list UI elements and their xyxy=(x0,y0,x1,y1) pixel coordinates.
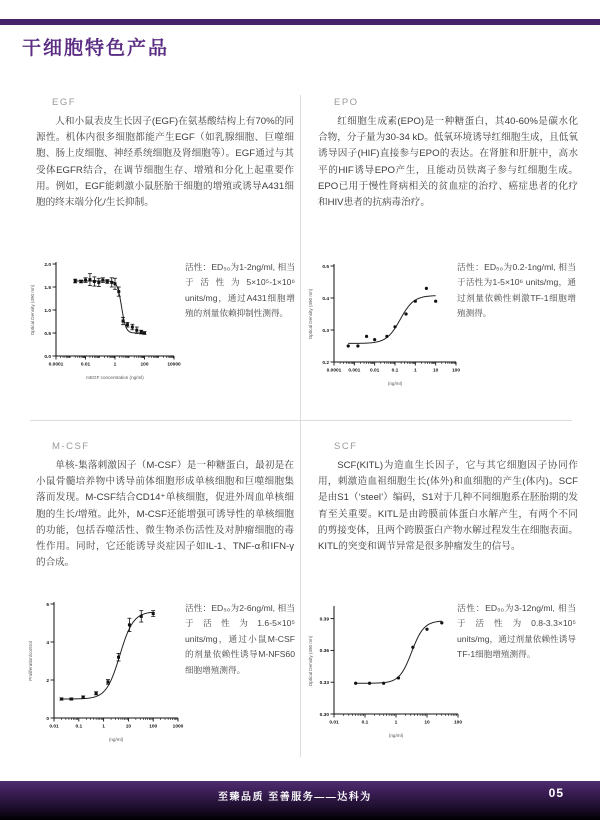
svg-text:0.3: 0.3 xyxy=(322,328,329,334)
svg-text:0.2: 0.2 xyxy=(322,360,329,366)
svg-text:1: 1 xyxy=(413,368,417,374)
top-rule xyxy=(0,19,600,25)
chart-mcsf-dose-response xyxy=(26,596,190,744)
section-body-mcsf: 单核-集落刺激因子（M-CSF）是一种糖蛋白，最初是在小鼠骨髓培养物中诱导前体细胞形成单核细胞和巨噬细胞集落而发现。M-CSF结合CD14⁺单核细胞，促进外周血单核细胞的生长/增殖。此外，M-CSF还能增强可诱导性的单核细胞的功能，包括吞噬活性、微生物杀伤活性及对肿瘤细胞的毒性作用。同时，它还能诱导炎症因子如IL-1、TNF-α和IFN-γ的合成。 xyxy=(36,460,294,569)
svg-text:Optical Density (490 nm): Optical Density (490 nm) xyxy=(30,284,35,336)
column-divider xyxy=(300,95,301,757)
svg-text:0.01: 0.01 xyxy=(80,362,91,368)
svg-text:2: 2 xyxy=(46,678,49,684)
svg-text:1.5: 1.5 xyxy=(44,285,51,291)
svg-text:0.5: 0.5 xyxy=(322,264,329,270)
section-body-egf: 人和小鼠表皮生长因子(EGF)在氨基酸结构上有70%的同源性。机体内很多细胞都能产生EGF（如乳腺细胞、巨噬细胞、肠上皮细胞、神经系统细胞及肾细胞等）。EGF通过与其受体EGFR结合，在调节细胞生存、增殖和分化上起重要作用。例如，EGF能刺激小鼠胚胎干细胞的增殖或诱导A431细胞的终末端分化/生长抑制。 xyxy=(36,116,294,209)
svg-text:Optical Density (490 nm): Optical Density (490 nm) xyxy=(308,635,313,687)
svg-text:(ng/ml): (ng/ml) xyxy=(387,381,403,386)
svg-text:0.1: 0.1 xyxy=(75,724,83,730)
footer-bar xyxy=(0,781,600,820)
svg-text:0.1: 0.1 xyxy=(391,368,399,374)
section-scf xyxy=(318,441,578,555)
activity-note-mcsf: 活性：ED₅₀为2-6ng/ml, 相当于活性为1.6-5×10⁵ units/mg，通过小鼠M-CSF的剂量依赖性诱导M-NFS60细胞增殖测得。 xyxy=(185,602,295,675)
section-heading-scf: SCF xyxy=(334,441,358,452)
svg-text:100: 100 xyxy=(140,362,149,368)
svg-text:10: 10 xyxy=(432,368,439,374)
svg-text:100: 100 xyxy=(451,368,461,374)
activity-note-epo: 活性：ED₅₀为0.2-1ng/ml, 相当于活性为1-5×10⁶ units/mg，通过剂量依赖性刺激TF-1细胞增殖测得。 xyxy=(457,261,576,319)
svg-text:mEGF concentration (ng/ml): mEGF concentration (ng/ml) xyxy=(86,375,144,380)
svg-text:1: 1 xyxy=(394,720,398,726)
svg-text:0.01: 0.01 xyxy=(369,368,380,374)
svg-text:1000: 1000 xyxy=(172,724,184,730)
footer-slogan: 至臻品质 至善服务——达科为 xyxy=(218,792,372,803)
section-egf xyxy=(36,97,294,211)
row-divider xyxy=(30,420,572,421)
svg-text:1: 1 xyxy=(102,724,105,730)
svg-text:0.01: 0.01 xyxy=(49,724,59,730)
svg-text:0.0001: 0.0001 xyxy=(326,368,342,374)
chart-scf-dose-response xyxy=(306,600,470,740)
section-body-scf: SCF(KITL)为造血生长因子，它与其它细胞因子协同作用，刺激造血祖细胞生长(体外)和血细胞的产生(体内)。SCF是由S1（‘steel’）编码，S1对于几种不同细胞系在胚胎期的发育至关重要。KITL是由跨膜前体蛋白水解产生，有两个不同的剪接变体，且两个跨膜蛋白产物水解过程发生在细胞表面。KITL的突变和调节异常是很多肿瘤发生的信号。 xyxy=(318,460,578,553)
section-mcsf xyxy=(36,441,294,571)
section-heading-mcsf: M-CSF xyxy=(52,441,90,452)
svg-text:0.01: 0.01 xyxy=(329,720,339,726)
svg-text:100: 100 xyxy=(453,720,463,726)
svg-text:4: 4 xyxy=(46,640,49,646)
svg-text:0.36: 0.36 xyxy=(319,649,329,655)
svg-text:0.5: 0.5 xyxy=(44,331,51,337)
svg-text:1: 1 xyxy=(113,362,117,368)
chart-epo-dose-response xyxy=(306,258,468,388)
svg-text:0: 0 xyxy=(46,716,49,722)
svg-text:0.001: 0.001 xyxy=(348,368,361,374)
svg-text:0.1: 0.1 xyxy=(361,720,369,726)
svg-text:Optical Density (490 nm): Optical Density (490 nm) xyxy=(308,288,313,340)
activity-note-scf: 活性：ED₅₀为3-12ng/ml, 相当于活性为0.8-3.3×10⁵ units/mg，通过剂量依赖性诱导TF-1细胞增殖测得。 xyxy=(457,602,576,660)
svg-text:0.4: 0.4 xyxy=(322,296,329,302)
svg-text:0.0: 0.0 xyxy=(44,354,51,360)
svg-text:10: 10 xyxy=(125,724,132,730)
svg-text:0.39: 0.39 xyxy=(319,617,329,623)
page-number: 05 xyxy=(548,786,564,800)
svg-text:(ng/ml): (ng/ml) xyxy=(388,733,404,738)
svg-text:0.30: 0.30 xyxy=(319,712,329,718)
activity-note-egf: 活性：ED₅₀为1-2ng/ml, 相当于活性为5×10⁵-1×10⁶ units/mg，通过A431细胞增殖的剂量依赖抑制性测得。 xyxy=(185,261,295,319)
svg-text:0.0001: 0.0001 xyxy=(48,362,64,368)
svg-text:0.33: 0.33 xyxy=(319,681,329,686)
svg-text:10: 10 xyxy=(424,720,430,726)
page-title: 干细胞特色产品 xyxy=(22,38,170,59)
svg-text:2.0: 2.0 xyxy=(44,262,51,268)
svg-text:10000: 10000 xyxy=(167,362,181,368)
svg-text:(ng/ml): (ng/ml) xyxy=(108,737,124,742)
svg-text:1.0: 1.0 xyxy=(44,308,51,314)
svg-text:6: 6 xyxy=(46,602,49,608)
section-body-epo: 红细胞生成素(EPO)是一种糖蛋白，其40-60%是碳水化合物，分子量为30-34 kD。低氧环境诱导红细胞生成，且低氧诱导因子(HIF)直接参与EPO的表达。在肾脏和肝脏中，高水平的HIF诱导EPO产生，且能动员铁离子参与红细胞生成。EPO已用于慢性肾病相关的贫血症的治疗、癌症患者的化疗和HIV患者的抗病毒治疗。 xyxy=(318,116,578,209)
section-epo xyxy=(318,97,578,211)
chart-egf-dose-response xyxy=(28,256,186,382)
svg-text:Proliferation/control: Proliferation/control xyxy=(28,641,33,681)
section-heading-epo: EPO xyxy=(334,97,359,108)
section-heading-egf: EGF xyxy=(52,97,77,108)
svg-text:100: 100 xyxy=(149,724,158,730)
